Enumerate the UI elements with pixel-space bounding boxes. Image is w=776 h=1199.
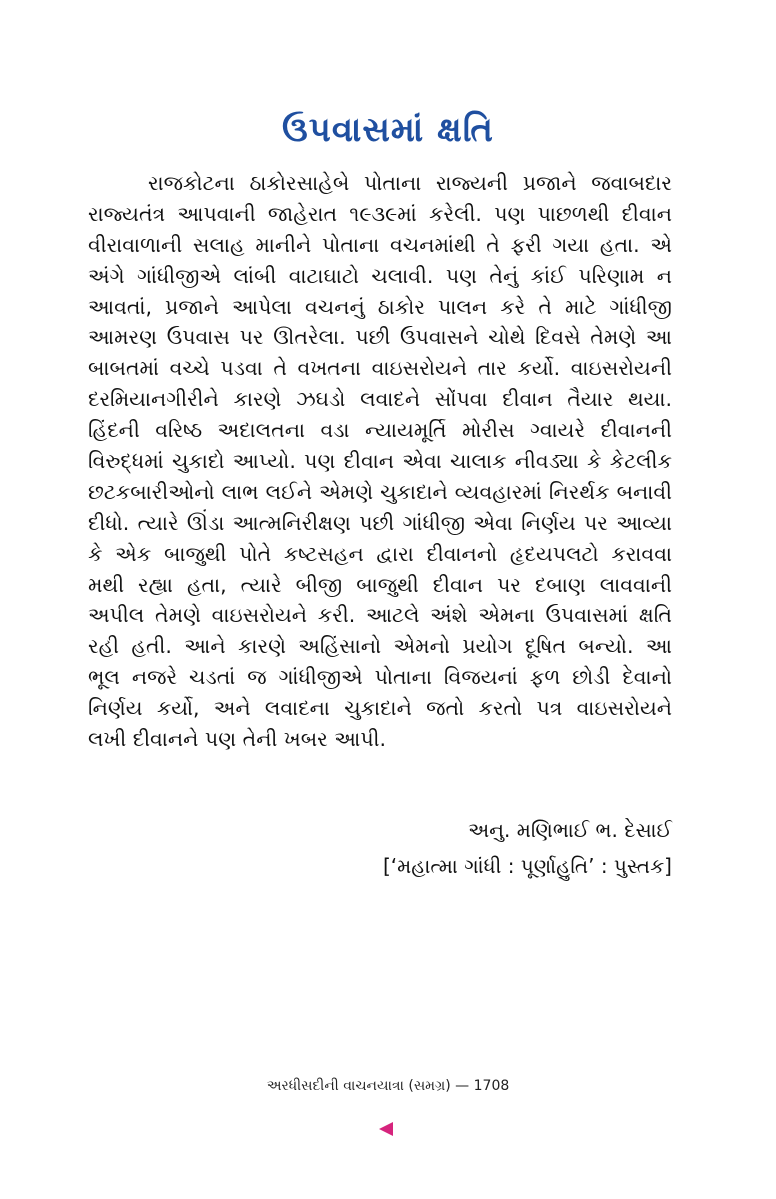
body-line: કે એક બાજુથી પોતે કષ્ટસહન દ્વારા દીવાનનો હૃદયપલટો કરાવવા: [88, 541, 672, 566]
body-line: બાબતમાં વચ્ચે પડવા તે વખતના વાઇસરોયને તાર કર્યો. વાઇસરોયની: [88, 356, 672, 381]
page-footer: અરધીસદીની વાચનયાત્રા (સમગ્ર) — 1708: [266, 1078, 510, 1094]
translator-credit: અનુ. મણિભાઈ ભ. દેસાઈ: [468, 818, 672, 842]
body-line: રહી હતી. આને કારણે અહિંસાનો એમનો પ્રયોગ દૂષિત બન્યો. આ: [88, 634, 672, 659]
body-line: આમરણ ઉપવાસ પર ઊતરેલા. પછી ઉપવાસને ચોથે દિવસે તેમણે આ: [88, 325, 672, 350]
body-line: વીરાવાળાની સલાહ માનીને પોતાના વચનમાંથી તે ફરી ગયા હતા. એ: [88, 232, 672, 257]
body-line: આવતાં, પ્રજાને આપેલા વચનનું ઠાકોર પાલન કરે તે માટે ગાંધીજી: [88, 294, 672, 319]
body-line: નિર્ણય કર્યો, અને લવાદના ચુકાદાને જતો કરતો પત્ર વાઇસરોયને: [88, 696, 672, 721]
body-line: દરમિયાનગીરીને કારણે ઝઘડો લવાદને સોંપવા દીવાન તૈયાર થયા.: [88, 387, 672, 412]
body-line: લખી દીવાનને પણ તેની ખબર આપી.: [88, 727, 387, 752]
body-line: રાજ્યતંત્ર આપવાની જાહેરાત ૧૯૩૯માં કરેલી. પણ પાછળથી દીવાન: [88, 201, 672, 226]
body-line: ભૂલ નજરે ચડતાં જ ગાંધીજીએ પોતાના વિજયનાં ફળ છોડી દેવાનો: [88, 665, 672, 690]
source-credit: [‘મહાત્મા ગાંધી : પૂર્ણાહુતિ’ : પુસ્તક]: [382, 854, 672, 878]
body-line: દીધો. ત્યારે ઊંડા આત્મનિરીક્ષણ પછી ગાંધીજી એવા નિર્ણય પર આવ્યા: [88, 510, 672, 535]
page-title: ઉપવાસમાં ક્ષતિ: [282, 110, 494, 150]
body-line: હિંદની વરિષ્ઠ અદાલતના વડા ન્યાયમૂર્તિ મોરીસ ગ્વાયરે દીવાનની: [88, 418, 672, 443]
body-line: અપીલ તેમણે વાઇસરોયને કરી. આટલે અંશે એમના ઉપવાસમાં ક્ષતિ: [88, 603, 672, 628]
body-line: મથી રહ્યા હતા, ત્યારે બીજી બાજુથી દીવાન પર દબાણ લાવવાની: [88, 572, 672, 597]
body-line: અંગે ગાંધીજીએ લાંબી વાટાઘાટો ચલાવી. પણ તેનું કાંઈ પરિણામ ન: [88, 263, 672, 288]
triangle-left-icon[interactable]: [379, 1122, 393, 1136]
body-line: વિરુદ્ધમાં ચુકાદો આપ્યો. પણ દીવાન એવા ચાલાક નીવડ્યા કે કેટલીક: [88, 449, 672, 474]
article-body: [88, 168, 672, 755]
body-line: રાજકોટના ઠાકોરસાહેબે પોતાના રાજ્યની પ્રજાને જવાબદાર: [148, 171, 672, 195]
body-line: છટકબારીઓનો લાભ લઈને એમણે ચુકાદાને વ્યવહારમાં નિરર્થક બનાવી: [88, 479, 672, 504]
